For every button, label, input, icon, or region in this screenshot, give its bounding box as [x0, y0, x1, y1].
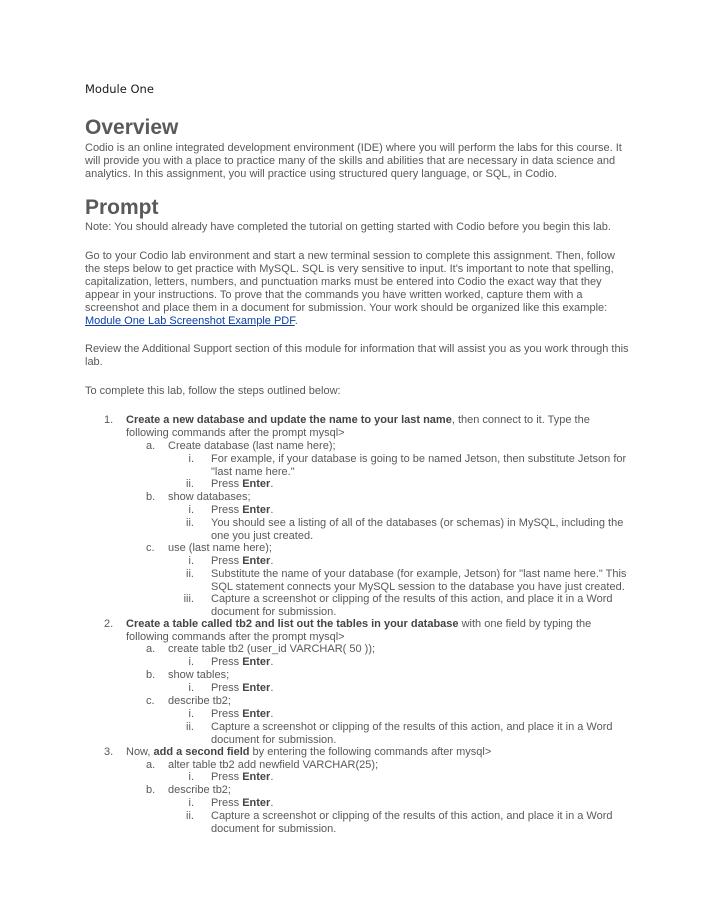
substep-letter: c. [146, 542, 155, 554]
substep-text: show databases; [168, 491, 251, 503]
substep-letter: b. [146, 491, 156, 503]
item-numeral: i. [188, 682, 194, 694]
substep-text: alter table tb2 add newfield VARCHAR(25); [168, 759, 379, 771]
item-text [211, 682, 633, 695]
prompt-heading: Prompt [85, 196, 159, 219]
substep-text: Create database (last name here); [168, 440, 336, 452]
step-text [126, 414, 606, 440]
item-numeral: i. [188, 504, 194, 516]
step-text [126, 746, 606, 759]
overview-body: Codio is an online integrated development environment (IDE) where you will perform the labs for this course. It will provide you with a place to practice many of the skills and abilities that are necessary in data science and analytics. In this assignment, you will practice using structured query language, or SQL, in Codio. [85, 142, 622, 180]
item-post: . [270, 708, 274, 720]
step-rest-text: with one field by typing the following commands after the prompt mysql> [126, 618, 592, 643]
item-text: Capture a screenshot or clipping of the results of this action, and place it in a Word document for submission. [211, 721, 613, 746]
module-title: Module One [85, 82, 154, 96]
item-post: . [270, 504, 274, 516]
prompt-paragraph-instructions [85, 250, 633, 328]
item-pre: Press [211, 797, 243, 809]
step-bold-text: add a second field [153, 746, 250, 758]
substep-text: describe tb2; [168, 695, 231, 707]
item-numeral: ii. [186, 478, 194, 490]
item-numeral: iii. [183, 593, 194, 605]
item-bold: Enter [242, 555, 271, 567]
item-pre: Press [211, 771, 243, 783]
step-number: 2. [104, 618, 114, 630]
item-bold: Enter [242, 656, 271, 668]
prompt-paragraph-support: Review the Additional Support section of this module for information that will assist you as you work through this lab. [85, 343, 629, 368]
item-post: . [270, 478, 274, 490]
item-text: For example, if your database is going to be named Jetson, then substitute Jetson for "last name here." [211, 453, 627, 478]
item-post: . [270, 797, 274, 809]
item-pre: Press [211, 478, 243, 490]
item-numeral: i. [188, 797, 194, 809]
item-bold: Enter [242, 708, 271, 720]
item-post: . [270, 682, 274, 694]
substep-text: use (last name here); [168, 542, 272, 554]
item-pre: Press [211, 555, 243, 567]
item-text [211, 797, 633, 810]
item-text [211, 504, 633, 517]
item-numeral: ii. [186, 517, 194, 529]
item-bold: Enter [242, 682, 271, 694]
substep-letter: a. [146, 759, 156, 771]
item-text: Substitute the name of your database (for example, Jetson) for "last name here." This SQL statement connects your MySQL session to the database you have just created. [211, 568, 627, 593]
step-rest-text: by entering the following commands after mysql> [249, 746, 492, 758]
item-numeral: i. [188, 555, 194, 567]
link-period: . [294, 315, 298, 327]
example-pdf-link[interactable]: Module One Lab Screenshot Example PDF [85, 315, 295, 327]
item-numeral: ii. [186, 568, 194, 580]
step-number: 1. [104, 414, 114, 426]
item-pre: Press [211, 682, 243, 694]
item-post: . [270, 555, 274, 567]
item-pre: Press [211, 656, 243, 668]
item-post: . [270, 771, 274, 783]
item-text [211, 771, 633, 784]
step-text [126, 618, 606, 644]
item-bold: Enter [242, 504, 271, 516]
substep-letter: b. [146, 669, 156, 681]
item-bold: Enter [242, 771, 271, 783]
item-numeral: ii. [186, 810, 194, 822]
substep-letter: a. [146, 440, 156, 452]
substep-text: describe tb2; [168, 784, 231, 796]
item-numeral: i. [188, 656, 194, 668]
item-text [211, 656, 633, 669]
item-bold: Enter [242, 478, 271, 490]
step-bold-text: Create a table called tb2 and list out the tables in your database [126, 618, 459, 630]
substep-letter: a. [146, 643, 156, 655]
item-numeral: i. [188, 708, 194, 720]
item-bold: Enter [242, 797, 271, 809]
overview-heading: Overview [85, 116, 179, 139]
item-text: Capture a screenshot or clipping of the results of this action, and place it in a Word document for submission. [211, 810, 613, 835]
step-number: 3. [104, 746, 114, 758]
step-bold-text: Create a new database and update the name to your last name [126, 414, 452, 426]
prompt-note: Note: You should already have completed the tutorial on getting started with Codio before you begin this lab. [85, 221, 611, 233]
item-post: . [270, 656, 274, 668]
prompt-paragraph-steps-intro: To complete this lab, follow the steps outlined below: [85, 385, 341, 397]
item-text: Capture a screenshot or clipping of the results of this action, and place it in a Word document for submission. [211, 593, 613, 618]
item-numeral: i. [188, 453, 194, 465]
item-numeral: ii. [186, 721, 194, 733]
item-pre: Press [211, 504, 243, 516]
item-numeral: i. [188, 771, 194, 783]
item-pre: Press [211, 708, 243, 720]
substep-text: create table tb2 (user_id VARCHAR( 50 )); [168, 643, 376, 655]
item-text [211, 478, 633, 491]
item-text [211, 708, 633, 721]
substep-text: show tables; [168, 669, 230, 681]
instructions-text: Go to your Codio lab environment and start a new terminal session to complete this assignment. Then, follow the steps below to get practice with MySQL. SQL is very sensitive to input. It's important to note that spelling, capitalization, letters, numbers, and punctuation marks must be entered into Codio the exact way that they appear in your instructions. To prove that the commands you have written worked, capture them with a screenshot and place them in a document for submission. Your work should be organized like this example: [85, 250, 615, 314]
item-text [211, 555, 633, 568]
step-pre-text: Now, [126, 746, 154, 758]
substep-letter: c. [146, 695, 155, 707]
item-text: You should see a listing of all of the databases (or schemas) in MySQL, including the one you just created. [211, 517, 624, 542]
step-rest-text: , then connect to it. Type the following commands after the prompt mysql> [126, 414, 590, 439]
substep-letter: b. [146, 784, 156, 796]
